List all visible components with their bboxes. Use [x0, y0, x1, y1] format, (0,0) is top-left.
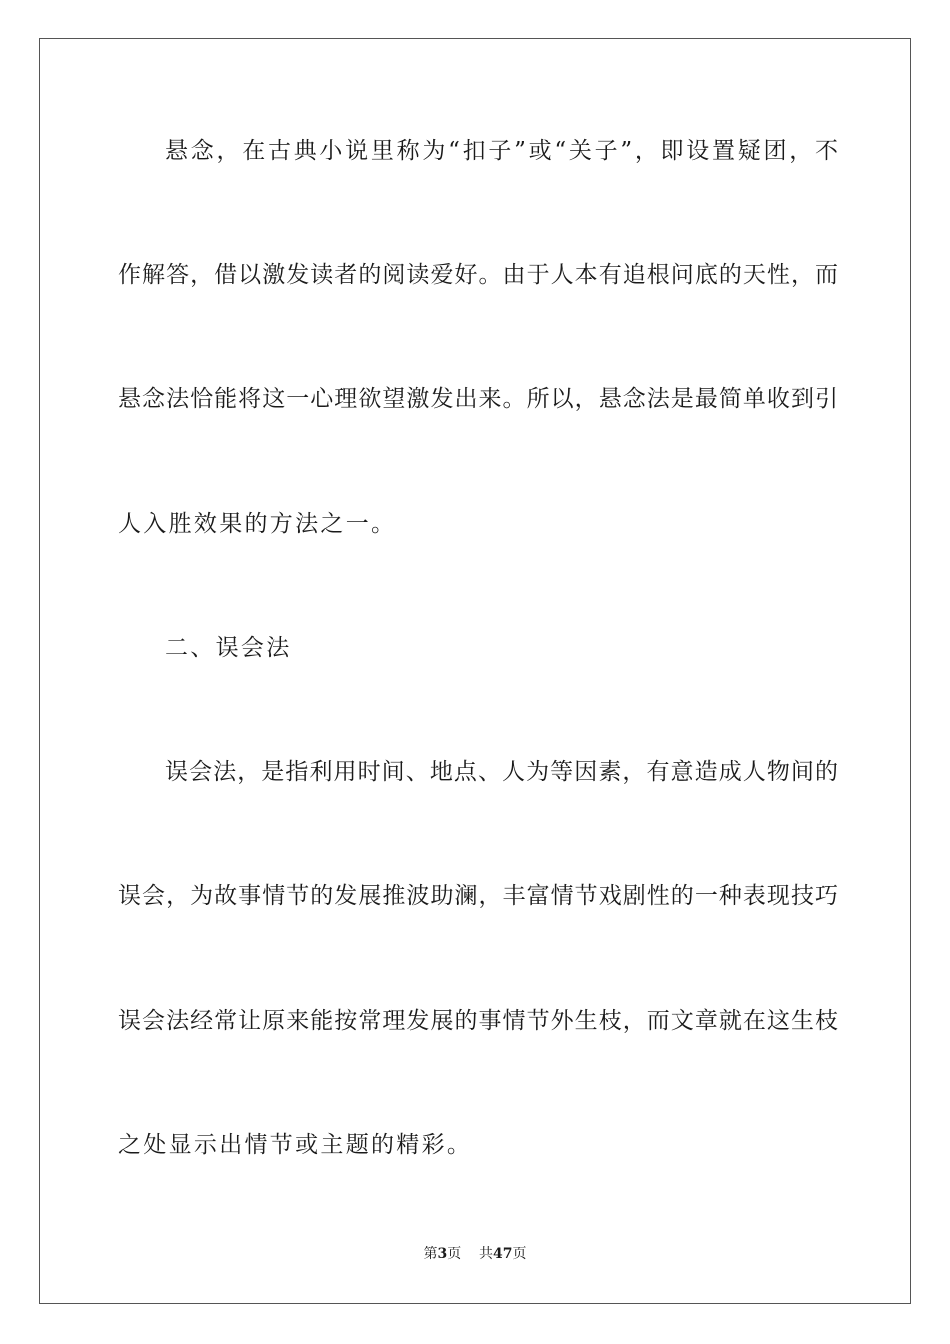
page-number: 3 — [437, 1246, 448, 1262]
page-prefix: 第 — [423, 1246, 438, 1262]
paragraph-1-line-4: 人入胜效果的方法之一。 — [118, 511, 397, 537]
paragraph-2-line-2: 误会，为故事情节的发展推波助澜，丰富情节戏剧性的一种表现技巧 — [118, 883, 838, 909]
paragraph-1-line-3: 悬念法恰能将这一心理欲望激发出来。所以，悬念法是最简单收到引 — [118, 386, 838, 412]
paragraph-1-line-1: 悬念，在古典小说里称为“扣子”或“关子”，即设置疑团，不 — [165, 138, 838, 164]
page-footer — [0, 1245, 950, 1263]
paragraph-2-line-1: 误会法，是指利用时间、地点、人为等因素，有意造成人物间的 — [165, 759, 838, 785]
paragraph-2-line-3: 误会法经常让原来能按常理发展的事情节外生枝，而文章就在这生枝 — [118, 1008, 838, 1034]
total-suffix: 页 — [512, 1246, 527, 1262]
page-suffix: 页 — [447, 1246, 462, 1262]
paragraph-1-line-2: 作解答，借以激发读者的阅读爱好。由于人本有追根问底的天性，而 — [118, 262, 838, 288]
page-border — [39, 38, 911, 1304]
section-heading: 二、误会法 — [165, 635, 292, 661]
paragraph-2-line-4: 之处显示出情节或主题的精彩。 — [118, 1132, 473, 1158]
total-prefix: 共 — [479, 1246, 494, 1262]
total-pages: 47 — [493, 1246, 513, 1262]
